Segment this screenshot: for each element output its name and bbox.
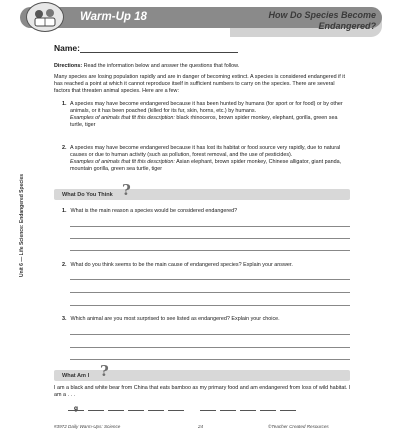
directions-text: Read the information below and answer the questions that follow. (83, 63, 240, 69)
question-text: Which animal are you most surprised to see listed as endangered? Explain your choice. (70, 316, 280, 322)
name-label: Name: (54, 43, 80, 53)
answer-line[interactable] (70, 292, 350, 293)
letter-blank[interactable] (148, 410, 164, 411)
letter-blank[interactable] (108, 410, 124, 411)
factor-example-label: Examples of animals that fit this description: (70, 115, 175, 121)
factor-example-label: Examples of animals that fit this description: (70, 159, 175, 165)
subtitle-line-1: How Do Species Become (268, 10, 376, 20)
letter-blank[interactable] (260, 410, 276, 411)
question-mark-icon: ? (100, 362, 109, 380)
footer-right: ©Teacher Created Resources (268, 424, 329, 429)
answer-line[interactable] (70, 305, 350, 306)
question-number: 3. (62, 316, 67, 322)
section-what-do-you-think (54, 189, 350, 200)
subtitle-line-2: Endangered? (318, 21, 376, 31)
kids-reading-icon (26, 2, 64, 32)
letter-blank[interactable] (168, 410, 184, 411)
section-what-am-i (54, 370, 350, 381)
letter-blank[interactable] (240, 410, 256, 411)
question-text: What do you think seems to be the main cause of endangered species? Explain your answer. (70, 262, 293, 268)
side-tab (16, 173, 28, 280)
letter-blank[interactable] (88, 410, 104, 411)
answer-line[interactable] (70, 347, 350, 348)
section-title: What Do You Think (62, 191, 113, 198)
factor-text: A species may have become endangered because it has been hunted by humans (for sport or for food) or by other animals, or it has been poached (killed for its fur, skin, horns, etc.) by humans. (70, 101, 343, 114)
name-field[interactable] (80, 52, 238, 53)
riddle-hint-letter: g (74, 405, 78, 412)
factor-examples: Asian elephant, brown spider monkey, Chinese alligator, giant panda, mountain gorilla, green sea turtle, tiger (70, 159, 342, 172)
letter-blank[interactable] (128, 410, 144, 411)
question-3 (62, 316, 346, 323)
directions (54, 63, 346, 70)
factor-number: 1. (62, 101, 67, 107)
question-mark-icon: ? (122, 181, 131, 199)
side-tab-label: Unit 6 — Life Science: Endangered Species (19, 173, 25, 277)
factor-text: A species may have become endangered because it has lost its habitat or food source very rapidly, due to natural causes or due to human activity (such as pollution, forest removal, and the use of pesticides). (70, 145, 341, 158)
question-number: 2. (62, 262, 67, 268)
factor-body (70, 145, 346, 173)
letter-blank[interactable] (68, 410, 84, 411)
letter-blank[interactable] (280, 410, 296, 411)
letter-blank[interactable] (200, 410, 216, 411)
answer-line[interactable] (70, 250, 350, 251)
answer-line[interactable] (70, 226, 350, 227)
answer-line[interactable] (70, 334, 350, 335)
footer-page-number: 24 (198, 424, 204, 429)
answer-line[interactable] (70, 279, 350, 280)
section-title: What Am I (62, 372, 90, 379)
factor-examples: black rhinoceros, brown spider monkey, elephant, gorilla, green sea turtle, tiger (70, 115, 338, 128)
answer-line[interactable] (70, 238, 350, 239)
intro-paragraph: Many species are losing population rapidly and are in danger of becoming extinct. A species is considered endangered if it has reached a point at which it cannot reproduce itself in sufficient numbers to carry on the species. There are several factors that threaten animal species. Here are a few: (54, 74, 345, 94)
directions-label: Directions: (54, 63, 83, 69)
footer-left: #3972 Daily Warm-Ups: Science (54, 424, 121, 429)
question-1 (62, 208, 346, 215)
letter-blank[interactable] (220, 410, 236, 411)
factor-number: 2. (62, 145, 67, 151)
question-2 (62, 262, 346, 269)
page-title: Warm-Up 18 (80, 11, 147, 23)
question-number: 1. (62, 208, 67, 214)
question-text: What is the main reason a species would be considered endangered? (70, 208, 238, 214)
riddle-text: I am a black and white bear from China that eats bamboo as my primary food and am endangered from loss of wild habitat. I am a . . . (54, 385, 351, 398)
page-subtitle (268, 10, 376, 32)
factor-body (70, 101, 346, 129)
answer-line[interactable] (70, 359, 350, 360)
